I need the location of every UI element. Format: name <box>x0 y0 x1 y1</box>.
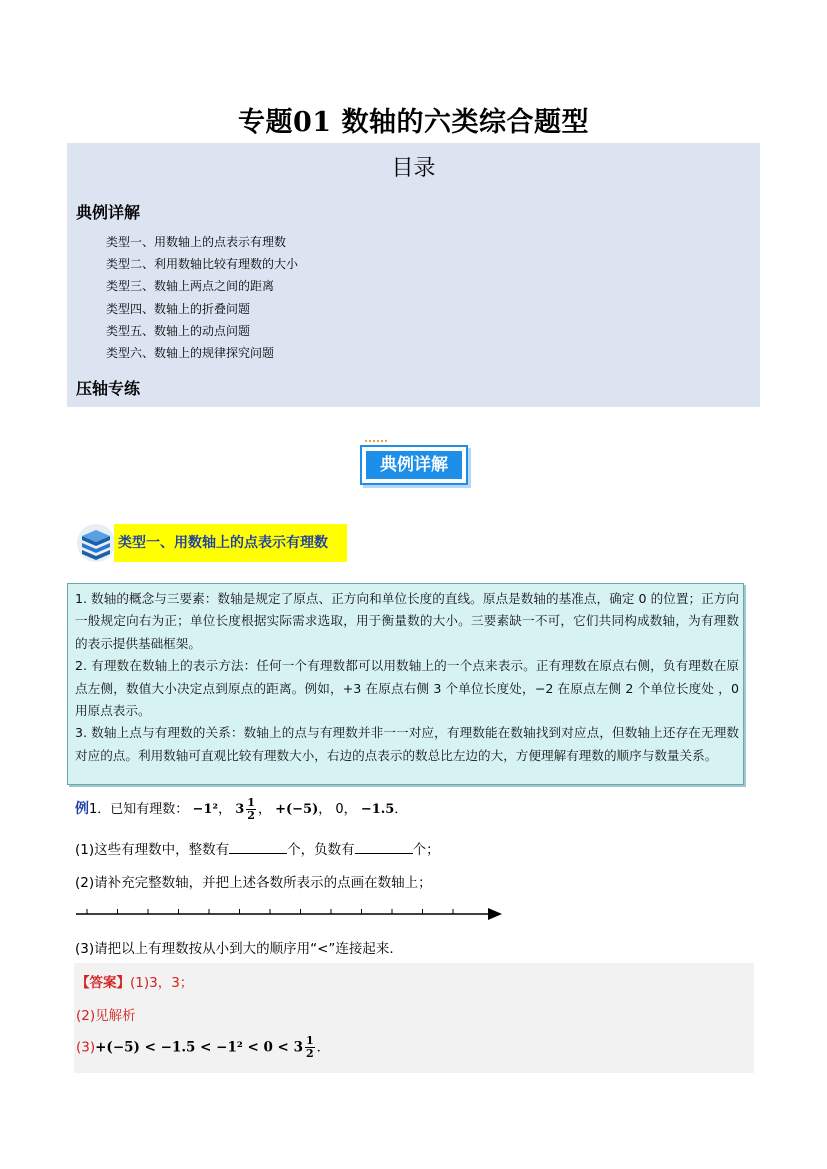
separator: ， <box>257 802 271 817</box>
toc-item[interactable]: 类型六、数轴上的规律探究问题 <box>106 346 275 361</box>
fraction-denominator: 2 <box>305 1047 314 1060</box>
question-2: (2)请补充完整数轴，并把上述各数所表示的点画在数轴上； <box>75 875 432 891</box>
toc-heading: 目录 <box>391 156 436 181</box>
toc-item[interactable]: 类型五、数轴上的动点问题 <box>106 323 251 338</box>
example-statement <box>75 797 407 822</box>
concept-paragraph: 1. 数轴的概念与三要素：数轴是规定了原点、正方向和单位长度的直线。原点是数轴的基准点，确定 0 的位置；正方向一般规定向右为正；单位长度根据实际需求选取，用于衡量数的大小。三要素缺一不可，它们共同构成数轴，为有理数的表示提供基础框架。 <box>75 591 739 651</box>
books-icon <box>76 523 116 563</box>
answer-1 <box>76 971 193 991</box>
example-intro: ．已知有理数： <box>97 802 189 817</box>
toc-item[interactable]: 类型一、用数轴上的点表示有理数 <box>106 235 287 249</box>
question-3: (3)请把以上有理数按从小到大的顺序用“<”连接起来． <box>75 941 403 957</box>
separator: ， <box>218 802 232 817</box>
arrow-right-icon <box>488 908 502 920</box>
example-number: 1 <box>89 802 98 817</box>
toc-list <box>106 231 298 364</box>
period: ． <box>394 802 408 817</box>
fraction-numerator: 1 <box>247 796 255 809</box>
toc-item[interactable]: 类型二、利用数轴比较有理数的大小 <box>106 257 299 272</box>
answer-3 <box>76 1035 330 1060</box>
fraction-numerator: 1 <box>305 1034 314 1047</box>
concept-text <box>75 588 739 767</box>
answer-2: (2)见解析 <box>76 1008 136 1024</box>
number-2-whole: 3 <box>235 802 245 817</box>
answer-3-end: ． <box>316 1039 331 1056</box>
answer-3-expression: +(−5) < −1.5 < −1² < 0 < 3 <box>95 1039 303 1056</box>
toc-panel <box>67 143 760 407</box>
type-heading: 类型一、用数轴上的点表示有理数 <box>114 524 347 562</box>
number-3: +(−5) <box>275 802 319 817</box>
answer-tag: 【答案】 <box>76 975 130 991</box>
fraction-denominator: 2 <box>247 809 255 822</box>
toc-section-practice[interactable]: 压轴专练 <box>76 379 141 398</box>
answer-1-text: (1)3，3； <box>130 975 194 991</box>
number-4: 0 <box>335 802 344 817</box>
section-badge <box>360 440 468 484</box>
answer-blank[interactable] <box>355 841 413 854</box>
fraction <box>246 797 256 822</box>
question-1-text-a: (1)这些有理数中，整数有 <box>75 842 230 858</box>
answer-box <box>74 963 754 1073</box>
separator: ， <box>318 802 332 817</box>
toc-item[interactable]: 类型四、数轴上的折叠问题 <box>106 301 251 316</box>
example-label: 例 <box>75 801 89 817</box>
answer-3-fraction <box>305 1035 315 1060</box>
separator: ， <box>343 802 357 817</box>
concept-paragraph: 3. 数轴上点与有理数的关系：数轴上的点与有理数并非一一对应，有理数能在数轴找到对应点，但数轴上还存在无理数对应的点。利用数轴可直观比较有理数大小，右边的点表示的数总比左边的大，方便理解有理数的顺序与数量关系。 <box>75 725 739 763</box>
question-1-text-b: 个，负数有 <box>287 842 355 858</box>
badge-label: 典例详解 <box>366 451 462 479</box>
answer-blank[interactable] <box>229 841 287 854</box>
number-1: −1² <box>192 802 219 817</box>
number-5: −1.5 <box>360 802 395 817</box>
question-1-text-c: 个； <box>412 842 440 858</box>
number-line <box>74 903 504 925</box>
concept-paragraph: 2. 有理数在数轴上的表示方法：任何一个有理数都可以用数轴上的一个点来表示。正有理数在原点右侧，负有理数在原点左侧，数值大小决定点到原点的距离。例如，+3 在原点右侧 3 个单位长度处，−2 在原点左侧 2 个单位长度处 ，0 用原点表示。 <box>75 658 739 719</box>
toc-item[interactable]: 类型三、数轴上两点之间的距离 <box>106 279 275 294</box>
toc-section-examples[interactable]: 典例详解 <box>76 203 141 222</box>
answer-3-prefix: (3) <box>76 1039 96 1056</box>
badge-frame <box>360 445 468 485</box>
page-title: 专题01 数轴的六类综合题型 <box>238 107 589 138</box>
question-1 <box>75 838 440 858</box>
concept-box <box>67 583 744 785</box>
